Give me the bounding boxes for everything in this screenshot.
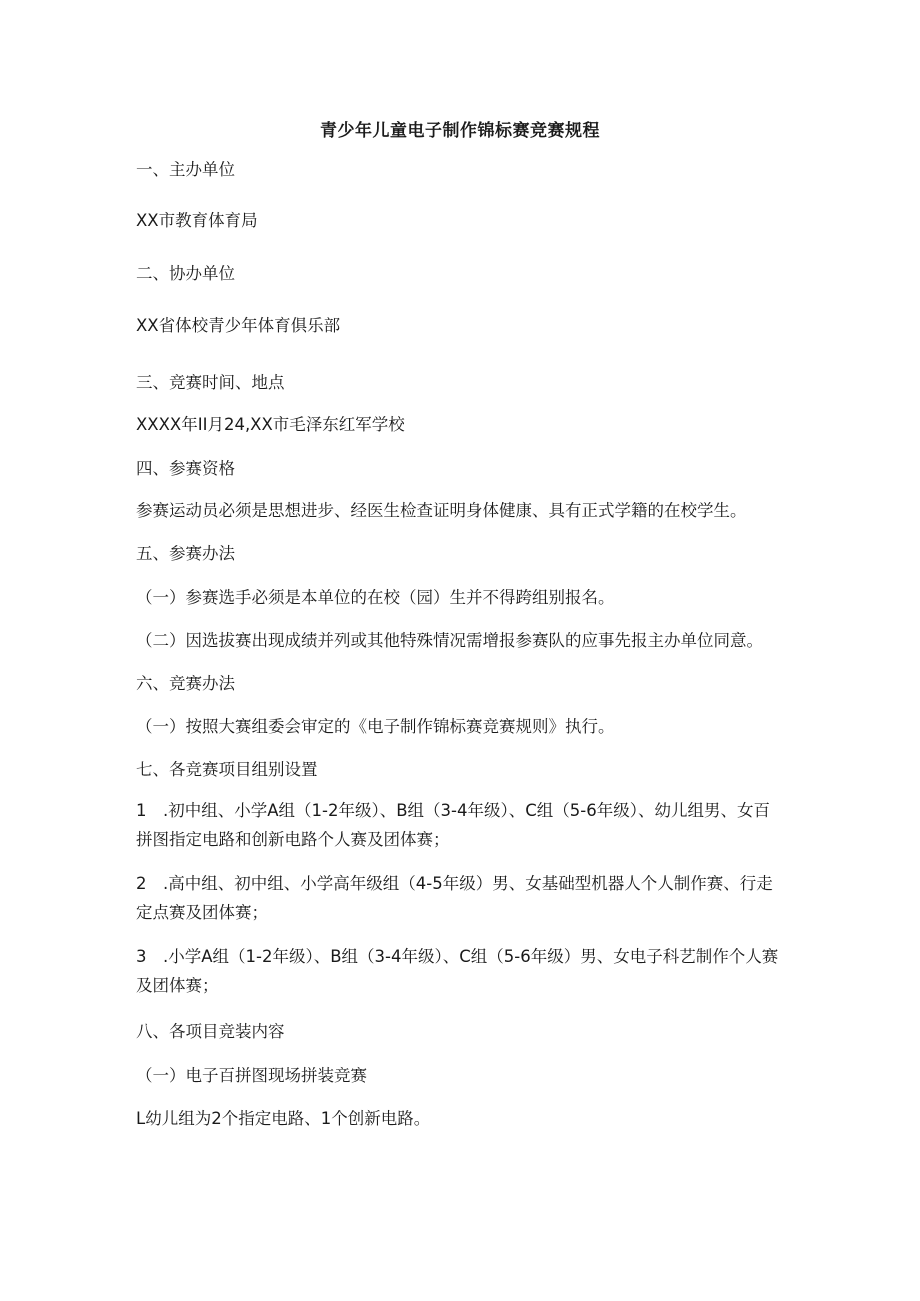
event-content-item-1: L幼儿组为2个指定电路、1个创新电路。: [136, 1109, 431, 1128]
competition-method-item-1: （一）按照大赛组委会审定的《电子制作锦标赛竞赛规则》执行。: [136, 717, 615, 736]
event-content-subheading: （一）电子百拼图现场拼装竞赛: [136, 1066, 367, 1085]
section-heading-co-organizer: 二、协办单位: [136, 264, 235, 283]
document-title: 青少年儿童电子制作锦标赛竞赛规程: [320, 121, 600, 141]
eligibility-text: 参赛运动员必须是思想进步、经医生检查证明身体健康、具有正式学籍的在校学生。: [136, 501, 747, 520]
organizer-value: XX市教育体育局: [136, 211, 258, 230]
group-setting-item-1: 1 .初中组、小学A组（1-2年级）、B组（3-4年级）、C组（5-6年级）、幼儿组男、女百拼图指定电路和创新电路个人赛及团体赛；: [136, 801, 770, 849]
section-heading-eligibility: 四、参赛资格: [136, 459, 235, 478]
section-heading-event-content: 八、各项目竞装内容: [136, 1022, 285, 1041]
co-organizer-value: XX省体校青少年体育俱乐部: [136, 316, 341, 335]
group-setting-item-3: 3 .小学A组（1-2年级）、B组（3-4年级）、C组（5-6年级）男、女电子科艺制作个人赛及团体赛；: [136, 947, 779, 995]
entry-method-item-2: （二）因选拔赛出现成绩并列或其他特殊情况需增报参赛队的应事先报主办单位同意。: [136, 631, 763, 650]
section-heading-time-place: 三、竞赛时间、地点: [136, 373, 285, 392]
group-setting-item-2: 2 .高中组、初中组、小学高年级组（4-5年级）男、女基础型机器人个人制作赛、行走定点赛及团体赛；: [136, 874, 773, 922]
time-place-value: XXXX年II月24,XX市毛泽东红军学校: [136, 415, 405, 434]
section-heading-organizer: 一、主办单位: [136, 160, 235, 179]
section-heading-competition-method: 六、竞赛办法: [136, 674, 235, 693]
entry-method-item-1: （一）参赛选手必须是本单位的在校（园）生并不得跨组别报名。: [136, 588, 615, 607]
section-heading-group-settings: 七、各竞赛项目组别设置: [136, 760, 318, 779]
section-heading-entry-method: 五、参赛办法: [136, 544, 235, 563]
